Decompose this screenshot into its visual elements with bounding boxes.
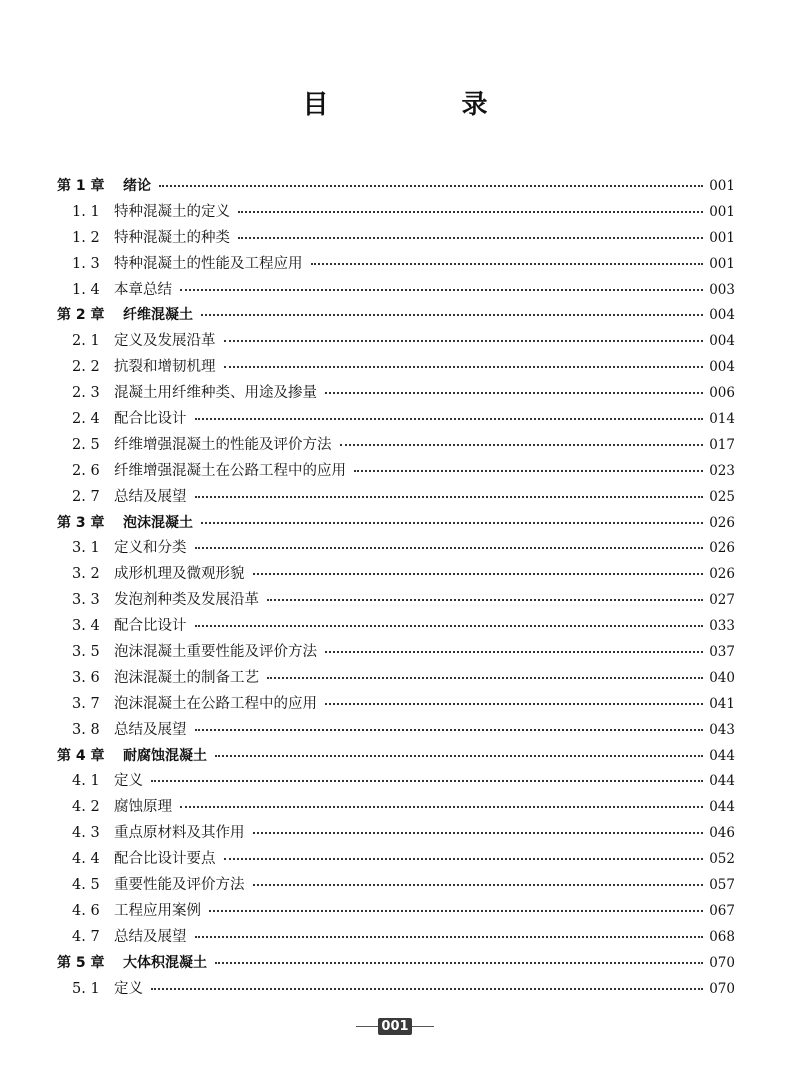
toc-entry-page: 025 <box>709 488 735 505</box>
toc-chapter-row <box>57 951 735 977</box>
toc-entry-number: 3. 4 <box>72 618 100 635</box>
toc-entry-title: 重点原材料及其作用 <box>114 825 245 842</box>
toc-entry-number: 3. 2 <box>72 566 100 583</box>
toc-entry-page: 037 <box>709 644 735 661</box>
toc-dot-leader <box>215 747 703 757</box>
toc-entry-number: 3. 3 <box>72 592 100 609</box>
toc-entry-title: 大体积混凝土 <box>123 954 207 971</box>
toc-dot-leader <box>325 643 703 653</box>
toc-entry-page: 043 <box>709 721 735 738</box>
toc-entry-title: 定义及发展沿革 <box>114 333 216 350</box>
toc-entry-page: 033 <box>709 618 735 635</box>
toc-entry-number: 3. 7 <box>72 695 100 712</box>
toc-entry-number: 第 4 章 <box>57 747 105 764</box>
toc-entry-number: 2. 7 <box>72 488 100 505</box>
toc-entry-page: 001 <box>709 178 735 194</box>
toc-entry-title: 配合比设计 <box>114 411 187 428</box>
toc-entry-number: 2. 2 <box>72 359 100 376</box>
toc-entry-number: 2. 5 <box>72 436 100 453</box>
toc-section-row <box>57 226 735 252</box>
toc-section-row <box>57 640 735 666</box>
toc-entry-title: 抗裂和增韧机理 <box>114 359 216 376</box>
toc-dot-leader <box>180 281 703 291</box>
toc-section-row <box>57 200 735 226</box>
toc-entry-number: 1. 4 <box>72 281 100 298</box>
toc-entry-page: 057 <box>709 877 735 894</box>
toc-entry-number: 1. 3 <box>72 255 100 272</box>
toc-entry-page: 014 <box>709 411 735 428</box>
toc-entry-page: 068 <box>709 928 735 945</box>
toc-section-row <box>57 252 735 278</box>
toc-chapter-row <box>57 174 735 200</box>
toc-entry-page: 040 <box>709 669 735 686</box>
toc-dot-leader <box>354 462 703 472</box>
toc-entry-title: 腐蚀原理 <box>114 799 172 816</box>
toc-entry-number: 2. 3 <box>72 385 100 402</box>
toc-section-row <box>57 381 735 407</box>
toc-dot-leader <box>195 721 704 731</box>
toc-entry-number: 1. 2 <box>72 229 100 246</box>
toc-entry-title: 发泡剂种类及发展沿革 <box>114 592 259 609</box>
toc-dot-leader <box>224 332 704 342</box>
toc-entry-page: 044 <box>709 773 735 790</box>
toc-entry-number: 第 1 章 <box>57 178 105 194</box>
toc-entry-page: 001 <box>709 255 735 272</box>
toc-entry-page: 017 <box>709 436 735 453</box>
toc-entry-page: 041 <box>709 695 735 712</box>
toc-section-row <box>57 562 735 588</box>
toc-section-row <box>57 795 735 821</box>
toc-dot-leader <box>325 695 703 705</box>
toc-entry-number: 3. 8 <box>72 721 100 738</box>
toc-section-row <box>57 847 735 873</box>
toc-entry-number: 4. 5 <box>72 877 100 894</box>
toc-dot-leader <box>267 669 703 679</box>
toc-section-row <box>57 536 735 562</box>
toc-entry-page: 027 <box>709 592 735 609</box>
toc-entry-page: 026 <box>709 566 735 583</box>
toc-entry-number: 2. 6 <box>72 462 100 479</box>
toc-entry-title: 总结及展望 <box>114 928 187 945</box>
toc-chapter-row <box>57 511 735 537</box>
toc-entry-number: 3. 5 <box>72 644 100 661</box>
toc-entry-title: 特种混凝土的定义 <box>114 203 230 220</box>
toc-entry-number: 3. 1 <box>72 540 100 557</box>
toc-entry-page: 004 <box>709 333 735 350</box>
toc-section-row <box>57 666 735 692</box>
toc-entry-title: 成形机理及微观形貌 <box>114 566 245 583</box>
toc-dot-leader <box>151 980 703 990</box>
toc-section-row <box>57 433 735 459</box>
toc-entry-title: 混凝土用纤维种类、用途及掺量 <box>114 385 317 402</box>
toc-entry-number: 5. 1 <box>72 980 100 997</box>
toc-entry-page: 004 <box>709 359 735 376</box>
toc-dot-leader <box>215 954 703 964</box>
toc-dot-leader <box>201 306 703 316</box>
page-title: 目 录 <box>302 90 550 120</box>
toc-section-row <box>57 821 735 847</box>
toc-dot-leader <box>340 436 704 446</box>
toc-entry-page: 001 <box>709 229 735 246</box>
toc-entry-page: 003 <box>709 281 735 298</box>
toc-dot-leader <box>224 850 704 860</box>
toc-entry-title: 定义 <box>114 773 143 790</box>
toc-section-row <box>57 588 735 614</box>
toc-entry-page: 070 <box>709 954 735 971</box>
toc-section-row <box>57 692 735 718</box>
toc-entry-page: 001 <box>709 203 735 220</box>
toc-entry-number: 4. 6 <box>72 902 100 919</box>
toc-section-row <box>57 407 735 433</box>
toc-section-row <box>57 614 735 640</box>
toc-dot-leader <box>159 177 703 187</box>
toc-entry-page: 044 <box>709 799 735 816</box>
toc-entry-title: 纤维增强混凝土在公路工程中的应用 <box>114 462 346 479</box>
toc-entry-title: 本章总结 <box>114 281 172 298</box>
toc-dot-leader <box>195 539 704 549</box>
toc-section-row <box>57 925 735 951</box>
toc-dot-leader <box>195 488 704 498</box>
toc-entry-page: 046 <box>709 825 735 842</box>
toc-entry-title: 纤维混凝土 <box>123 307 193 324</box>
toc-section-row <box>57 485 735 511</box>
toc-section-row <box>57 278 735 304</box>
footer-rule-right <box>412 1026 434 1027</box>
toc-entry-title: 泡沫混凝土 <box>123 514 193 531</box>
footer-rule-left <box>356 1026 378 1027</box>
toc-entry-number: 4. 7 <box>72 928 100 945</box>
toc-section-row <box>57 977 735 1003</box>
toc-dot-leader <box>238 229 703 239</box>
toc-entry-title: 配合比设计 <box>114 618 187 635</box>
toc-entry-page: 070 <box>709 980 735 997</box>
toc-entry-title: 总结及展望 <box>114 488 187 505</box>
toc-entry-page: 026 <box>709 514 735 531</box>
toc-section-row <box>57 459 735 485</box>
toc-entry-title: 重要性能及评价方法 <box>114 877 245 894</box>
toc-dot-leader <box>267 591 703 601</box>
toc-entry-page: 023 <box>709 462 735 479</box>
toc-entry-number: 第 2 章 <box>57 307 105 324</box>
toc-entry-title: 泡沫混凝土重要性能及评价方法 <box>114 644 317 661</box>
toc-entry-page: 044 <box>709 747 735 764</box>
toc-entry-title: 特种混凝土的种类 <box>114 229 230 246</box>
toc-entry-title: 总结及展望 <box>114 721 187 738</box>
toc-entry-number: 4. 3 <box>72 825 100 842</box>
toc-entry-number: 3. 6 <box>72 669 100 686</box>
toc-dot-leader <box>325 384 703 394</box>
toc-dot-leader <box>209 902 703 912</box>
toc-chapter-row <box>57 744 735 770</box>
toc-section-row <box>57 718 735 744</box>
toc-entry-number: 1. 1 <box>72 203 100 220</box>
toc-entry-number: 第 3 章 <box>57 514 105 531</box>
toc-entry-title: 定义 <box>114 980 143 997</box>
toc-entry-title: 泡沫混凝土在公路工程中的应用 <box>114 695 317 712</box>
toc-entry-number: 4. 2 <box>72 799 100 816</box>
toc-entry-page: 026 <box>709 540 735 557</box>
toc-entry-number: 第 5 章 <box>57 954 105 971</box>
toc-entry-title: 配合比设计要点 <box>114 851 216 868</box>
toc-entry-title: 耐腐蚀混凝土 <box>123 747 207 764</box>
toc-entry-number: 4. 4 <box>72 851 100 868</box>
toc-entry-title: 绪论 <box>123 178 151 194</box>
toc-section-row <box>57 355 735 381</box>
toc-dot-leader <box>311 255 704 265</box>
toc-dot-leader <box>195 410 704 420</box>
footer-page-number: 001 <box>378 1018 411 1035</box>
toc-dot-leader <box>201 514 703 524</box>
toc-entry-page: 006 <box>709 385 735 402</box>
toc-entry-number: 2. 1 <box>72 333 100 350</box>
toc-dot-leader <box>195 617 704 627</box>
page-footer <box>0 1018 790 1035</box>
toc-dot-leader <box>253 824 704 834</box>
toc-section-row <box>57 769 735 795</box>
toc-dot-leader <box>224 358 704 368</box>
toc-section-row <box>57 329 735 355</box>
toc-entry-page: 067 <box>709 902 735 919</box>
toc-entry-title: 泡沫混凝土的制备工艺 <box>114 669 259 686</box>
toc-section-row <box>57 873 735 899</box>
toc-dot-leader <box>195 928 704 938</box>
toc-entry-page: 004 <box>709 307 735 324</box>
toc-dot-leader <box>238 203 703 213</box>
toc-dot-leader <box>151 772 703 782</box>
toc-section-row <box>57 899 735 925</box>
toc-entry-title: 纤维增强混凝土的性能及评价方法 <box>114 436 332 453</box>
toc-entry-number: 2. 4 <box>72 411 100 428</box>
toc-entry-title: 特种混凝土的性能及工程应用 <box>114 255 303 272</box>
toc-dot-leader <box>180 798 703 808</box>
toc-chapter-row <box>57 303 735 329</box>
toc-dot-leader <box>253 565 704 575</box>
toc-entry-title: 定义和分类 <box>114 540 187 557</box>
toc-entry-title: 工程应用案例 <box>114 902 201 919</box>
table-of-contents <box>57 174 735 1003</box>
toc-entry-page: 052 <box>709 851 735 868</box>
toc-dot-leader <box>253 876 704 886</box>
toc-entry-number: 4. 1 <box>72 773 100 790</box>
